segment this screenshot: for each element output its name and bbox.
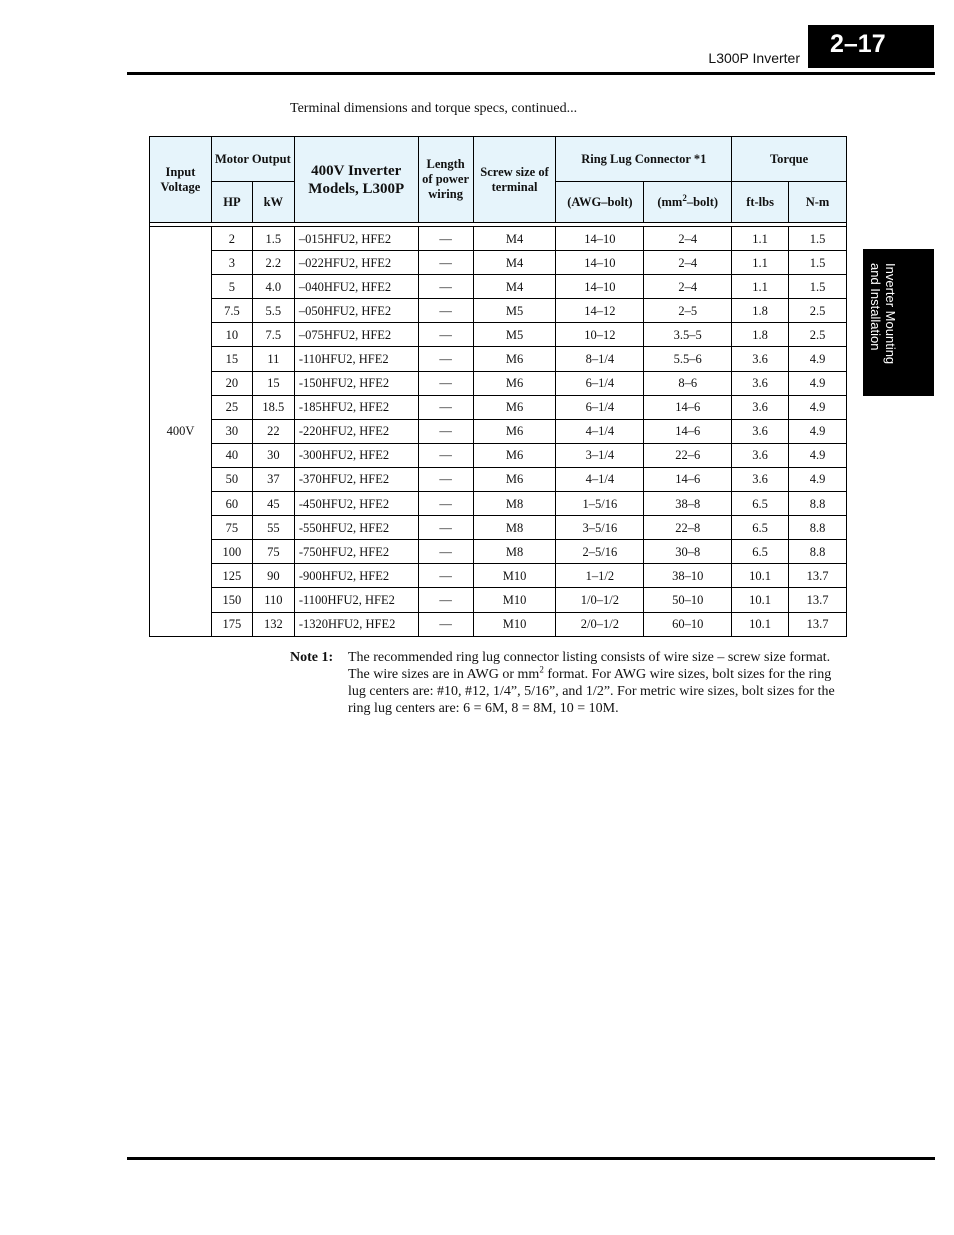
table-row: [150, 371, 847, 395]
table-row: [150, 564, 847, 588]
cell-mm: 5.5–6: [644, 347, 732, 371]
cell-hp: 60: [211, 492, 252, 516]
page-number: 2–17: [808, 25, 934, 68]
header-mm-suffix: –bolt): [686, 194, 719, 209]
header-awg-bolt: (AWG–bolt): [556, 182, 644, 223]
cell-awg: 3–1/4: [556, 443, 644, 467]
cell-ft-lbs: 3.6: [732, 419, 789, 443]
table-row: [150, 540, 847, 564]
cell-hp: 10: [211, 323, 252, 347]
cell-mm: 2–4: [644, 251, 732, 275]
cell-hp: 25: [211, 395, 252, 419]
cell-ft-lbs: 10.1: [732, 588, 789, 612]
cell-kw: 5.5: [252, 299, 294, 323]
cell-nm: 13.7: [789, 612, 847, 636]
table-row: [150, 275, 847, 299]
cell-hp: 150: [211, 588, 252, 612]
cell-mm: 2–4: [644, 227, 732, 251]
cell-kw: 90: [252, 564, 294, 588]
cell-kw: 75: [252, 540, 294, 564]
cell-length: —: [418, 275, 473, 299]
cell-screw: M6: [473, 443, 556, 467]
cell-model: -110HFU2, HFE2: [294, 347, 418, 371]
note-label: Note 1:: [290, 650, 334, 665]
cell-mm: 2–5: [644, 299, 732, 323]
cell-model: -900HFU2, HFE2: [294, 564, 418, 588]
cell-model: –022HFU2, HFE2: [294, 251, 418, 275]
cell-model: –050HFU2, HFE2: [294, 299, 418, 323]
cell-screw: M6: [473, 395, 556, 419]
cell-awg: 1–1/2: [556, 564, 644, 588]
cell-screw: M4: [473, 275, 556, 299]
cell-kw: 132: [252, 612, 294, 636]
cell-screw: M5: [473, 299, 556, 323]
cell-screw: M8: [473, 492, 556, 516]
cell-nm: 4.9: [789, 467, 847, 491]
cell-model: –075HFU2, HFE2: [294, 323, 418, 347]
cell-length: —: [418, 588, 473, 612]
cell-length: —: [418, 443, 473, 467]
cell-awg: 10–12: [556, 323, 644, 347]
cell-mm: 38–10: [644, 564, 732, 588]
table-row: [150, 612, 847, 636]
side-tab-label: [868, 263, 898, 364]
header-torque: Torque: [732, 137, 847, 182]
cell-screw: M10: [473, 588, 556, 612]
header-hp: HP: [211, 182, 252, 223]
terminal-spec-table: [149, 136, 847, 637]
cell-length: —: [418, 492, 473, 516]
cell-nm: 4.9: [789, 395, 847, 419]
cell-nm: 1.5: [789, 275, 847, 299]
cell-ft-lbs: 1.1: [732, 251, 789, 275]
intro-text: Terminal dimensions and torque specs, continued...: [290, 101, 578, 116]
table-body: [150, 227, 847, 637]
cell-ft-lbs: 3.6: [732, 395, 789, 419]
cell-hp: 40: [211, 443, 252, 467]
table-row: [150, 347, 847, 371]
cell-screw: M8: [473, 516, 556, 540]
cell-hp: 20: [211, 371, 252, 395]
header-length: Length of power wiring: [418, 137, 473, 223]
header-ring-lug: Ring Lug Connector *1: [556, 137, 732, 182]
cell-ft-lbs: 1.1: [732, 227, 789, 251]
cell-hp: 7.5: [211, 299, 252, 323]
table-row: [150, 323, 847, 347]
cell-screw: M6: [473, 467, 556, 491]
cell-voltage: 400V: [150, 227, 212, 637]
cell-length: —: [418, 395, 473, 419]
header-rule: [127, 72, 935, 75]
cell-model: -550HFU2, HFE2: [294, 516, 418, 540]
cell-kw: 45: [252, 492, 294, 516]
cell-ft-lbs: 1.8: [732, 323, 789, 347]
cell-ft-lbs: 10.1: [732, 612, 789, 636]
cell-awg: 3–5/16: [556, 516, 644, 540]
table-row: [150, 395, 847, 419]
cell-screw: M6: [473, 347, 556, 371]
cell-kw: 18.5: [252, 395, 294, 419]
cell-model: -1100HFU2, HFE2: [294, 588, 418, 612]
cell-awg: 6–1/4: [556, 395, 644, 419]
cell-awg: 4–1/4: [556, 419, 644, 443]
cell-ft-lbs: 1.8: [732, 299, 789, 323]
cell-ft-lbs: 6.5: [732, 516, 789, 540]
cell-length: —: [418, 323, 473, 347]
cell-awg: 1/0–1/2: [556, 588, 644, 612]
cell-awg: 4–1/4: [556, 467, 644, 491]
cell-awg: 14–10: [556, 227, 644, 251]
cell-mm: 8–6: [644, 371, 732, 395]
cell-awg: 14–12: [556, 299, 644, 323]
note-text-1: The recommended ring lug connector listing consists of wire size – screw size format. The wire sizes are in AWG or mm: [348, 650, 831, 682]
cell-ft-lbs: 3.6: [732, 371, 789, 395]
table-row: [150, 227, 847, 251]
cell-ft-lbs: 3.6: [732, 467, 789, 491]
cell-screw: M5: [473, 323, 556, 347]
cell-mm: 14–6: [644, 419, 732, 443]
cell-screw: M10: [473, 612, 556, 636]
cell-length: —: [418, 540, 473, 564]
cell-length: —: [418, 467, 473, 491]
header-kw: kW: [252, 182, 294, 223]
table-row: [150, 419, 847, 443]
cell-model: -1320HFU2, HFE2: [294, 612, 418, 636]
cell-nm: 1.5: [789, 227, 847, 251]
cell-kw: 4.0: [252, 275, 294, 299]
note-body: [348, 649, 848, 717]
table-row: [150, 516, 847, 540]
cell-ft-lbs: 6.5: [732, 492, 789, 516]
cell-ft-lbs: 1.1: [732, 275, 789, 299]
header-mm-bolt: [644, 182, 732, 223]
cell-mm: 22–8: [644, 516, 732, 540]
cell-model: -450HFU2, HFE2: [294, 492, 418, 516]
cell-mm: 22–6: [644, 443, 732, 467]
cell-ft-lbs: 3.6: [732, 443, 789, 467]
header-mm-superscript: 2: [682, 192, 687, 203]
cell-hp: 50: [211, 467, 252, 491]
side-tab-line-1: Inverter Mounting: [883, 263, 898, 365]
cell-mm: 60–10: [644, 612, 732, 636]
header-input-voltage: Input Voltage: [150, 137, 212, 223]
cell-nm: 4.9: [789, 419, 847, 443]
side-tab-line-2: and Installation: [868, 263, 883, 351]
cell-length: —: [418, 419, 473, 443]
cell-hp: 100: [211, 540, 252, 564]
cell-hp: 5: [211, 275, 252, 299]
cell-nm: 4.9: [789, 443, 847, 467]
cell-model: -370HFU2, HFE2: [294, 467, 418, 491]
cell-kw: 7.5: [252, 323, 294, 347]
cell-nm: 2.5: [789, 323, 847, 347]
cell-mm: 50–10: [644, 588, 732, 612]
cell-hp: 3: [211, 251, 252, 275]
note-superscript: 2: [539, 664, 544, 675]
cell-nm: 8.8: [789, 492, 847, 516]
cell-awg: 8–1/4: [556, 347, 644, 371]
cell-nm: 2.5: [789, 299, 847, 323]
cell-length: —: [418, 516, 473, 540]
header-ft-lbs: ft-lbs: [732, 182, 789, 223]
cell-ft-lbs: 6.5: [732, 540, 789, 564]
cell-hp: 2: [211, 227, 252, 251]
cell-kw: 15: [252, 371, 294, 395]
cell-screw: M10: [473, 564, 556, 588]
cell-length: —: [418, 371, 473, 395]
cell-ft-lbs: 3.6: [732, 347, 789, 371]
cell-model: –015HFU2, HFE2: [294, 227, 418, 251]
cell-hp: 125: [211, 564, 252, 588]
cell-kw: 55: [252, 516, 294, 540]
chapter-side-tab: [863, 249, 934, 396]
cell-kw: 30: [252, 443, 294, 467]
cell-mm: 14–6: [644, 395, 732, 419]
cell-kw: 37: [252, 467, 294, 491]
cell-model: -300HFU2, HFE2: [294, 443, 418, 467]
cell-awg: 6–1/4: [556, 371, 644, 395]
cell-length: —: [418, 299, 473, 323]
note-text-2: format. For AWG wire sizes, bolt sizes for the ring lug centers are: #10, #12, 1/4”, 5/16”, and 1/2”. For metric wire sizes, bolt sizes for the ring lug centers are: 6 = 6M, 8 = 8M, 10 = 10M.: [348, 667, 835, 716]
cell-length: —: [418, 251, 473, 275]
table-row: [150, 492, 847, 516]
cell-hp: 75: [211, 516, 252, 540]
cell-screw: M4: [473, 251, 556, 275]
cell-awg: 14–10: [556, 251, 644, 275]
header-motor-output: Motor Output: [211, 137, 294, 182]
cell-model: –040HFU2, HFE2: [294, 275, 418, 299]
cell-hp: 175: [211, 612, 252, 636]
cell-kw: 22: [252, 419, 294, 443]
cell-mm: 3.5–5: [644, 323, 732, 347]
cell-nm: 13.7: [789, 564, 847, 588]
cell-kw: 1.5: [252, 227, 294, 251]
cell-screw: M6: [473, 371, 556, 395]
cell-nm: 13.7: [789, 588, 847, 612]
cell-model: -185HFU2, HFE2: [294, 395, 418, 419]
header-mm-prefix: (mm: [657, 194, 683, 209]
table-row: [150, 588, 847, 612]
cell-length: —: [418, 347, 473, 371]
footer-rule: [127, 1157, 935, 1160]
cell-nm: 4.9: [789, 347, 847, 371]
cell-length: —: [418, 227, 473, 251]
header-models: 400V Inverter Models, L300P: [294, 137, 418, 223]
header-screw-size: Screw size of terminal: [473, 137, 556, 223]
cell-model: -220HFU2, HFE2: [294, 419, 418, 443]
cell-kw: 11: [252, 347, 294, 371]
cell-awg: 2/0–1/2: [556, 612, 644, 636]
table-row: [150, 299, 847, 323]
cell-ft-lbs: 10.1: [732, 564, 789, 588]
cell-hp: 15: [211, 347, 252, 371]
cell-mm: 2–4: [644, 275, 732, 299]
cell-kw: 110: [252, 588, 294, 612]
running-header-title: L300P Inverter: [708, 50, 800, 66]
cell-awg: 2–5/16: [556, 540, 644, 564]
cell-awg: 1–5/16: [556, 492, 644, 516]
cell-mm: 14–6: [644, 467, 732, 491]
cell-kw: 2.2: [252, 251, 294, 275]
cell-mm: 38–8: [644, 492, 732, 516]
cell-model: -750HFU2, HFE2: [294, 540, 418, 564]
cell-length: —: [418, 612, 473, 636]
cell-screw: M6: [473, 419, 556, 443]
cell-screw: M8: [473, 540, 556, 564]
cell-model: -150HFU2, HFE2: [294, 371, 418, 395]
cell-awg: 14–10: [556, 275, 644, 299]
cell-nm: 1.5: [789, 251, 847, 275]
cell-mm: 30–8: [644, 540, 732, 564]
cell-nm: 8.8: [789, 516, 847, 540]
table-row: [150, 467, 847, 491]
cell-hp: 30: [211, 419, 252, 443]
cell-nm: 8.8: [789, 540, 847, 564]
cell-screw: M4: [473, 227, 556, 251]
table-row: [150, 251, 847, 275]
cell-length: —: [418, 564, 473, 588]
header-nm: N-m: [789, 182, 847, 223]
cell-nm: 4.9: [789, 371, 847, 395]
table-row: [150, 443, 847, 467]
